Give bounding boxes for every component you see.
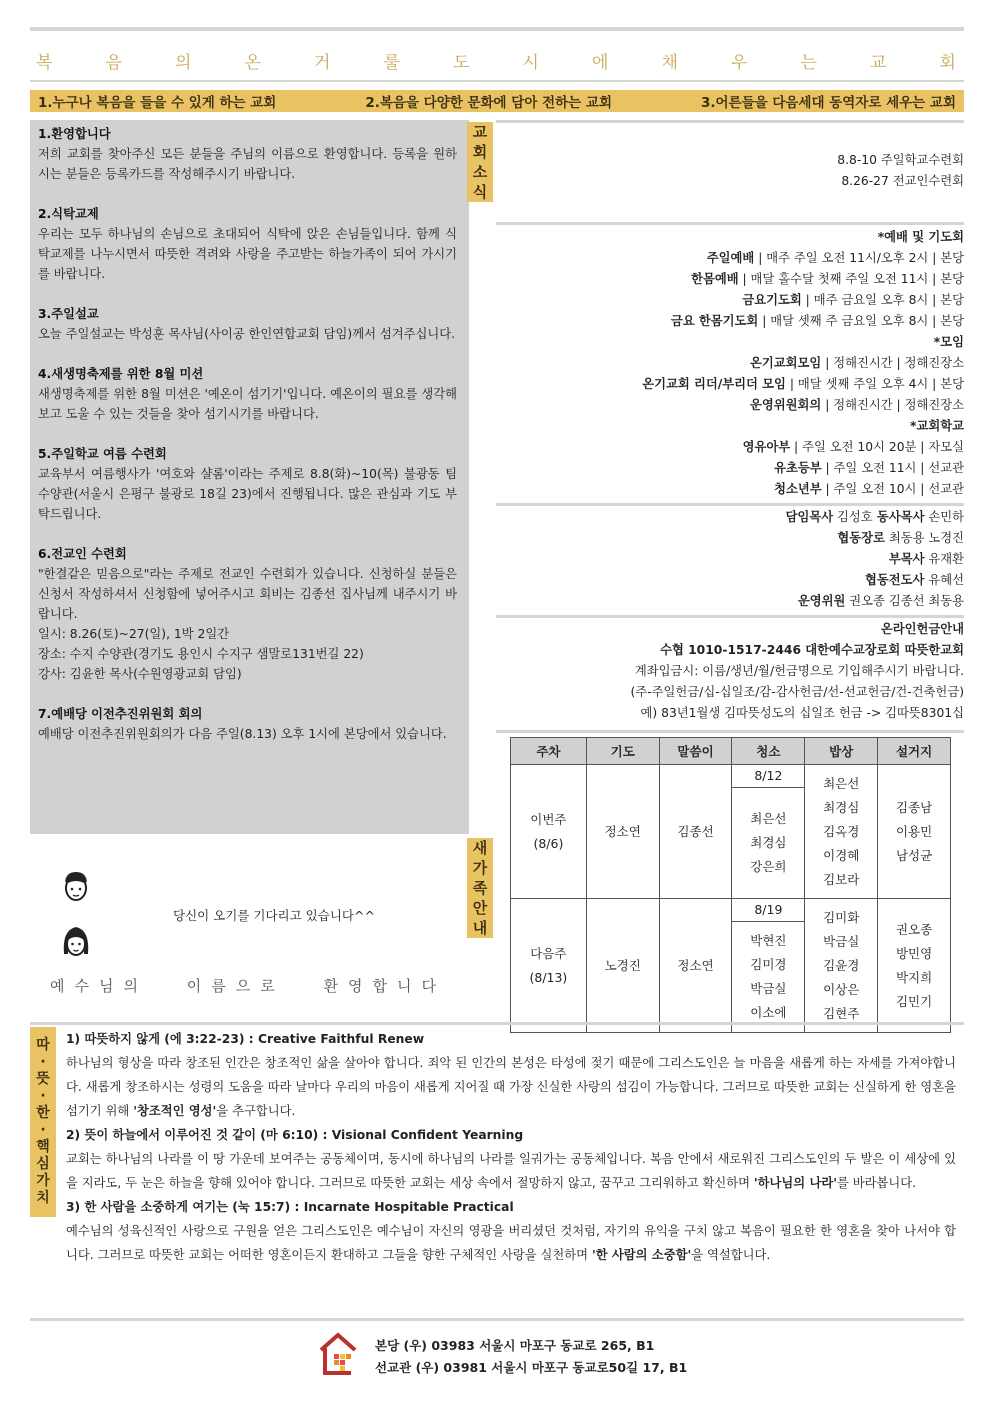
new-family-tab	[467, 838, 493, 938]
tab-char: 핵	[36, 1139, 50, 1155]
church-title	[36, 48, 956, 73]
core-bottom-rule	[30, 1318, 964, 1321]
core-text: 교회는 하나님의 나라를 이 땅 가운데 보여주는 공동체이며, 동시에 하나님의 나라를 일궈가는 공동체입니다. 복음 안에서 새로워진 그리스도인의 두 발은 이 세상에 있을 지라도, 두 눈은 하늘을 향해 있어야 합니다. 그러므로 따뜻한 교회는 세상 속에서 절망하지 않고, 꿈꾸고 그리워하고 확신하며	[66, 1152, 956, 1190]
news-title: 4.새생명축제를 위한 8월 미션	[38, 367, 204, 381]
meal-name: 이상은	[823, 981, 860, 997]
prayer-cell: 노경진	[586, 899, 659, 1033]
news-body: 장소: 수지 수양관(경기도 용인시 수지구 샘말로131번길 22)	[38, 647, 364, 661]
schedule-label: 주일예배	[706, 251, 755, 265]
tab-char: 교	[472, 123, 488, 141]
clean-name: 최경심	[750, 835, 787, 850]
schedule-label: 금요기도회	[742, 293, 802, 307]
meal-name: 김옥경	[823, 823, 860, 839]
staff-name: 최동용 노경진	[884, 531, 964, 545]
core-values-tab	[30, 1027, 56, 1217]
staff-list	[496, 507, 972, 612]
dish-name: 박지희	[895, 969, 933, 985]
news-title: 1.환영합니다	[38, 127, 111, 141]
address-mission: 선교관 (우) 03981 서울시 마포구 동교로50길 17, B1	[375, 1360, 688, 1375]
meal-name: 박금실	[823, 933, 860, 949]
offering-line: 계좌입금시: 이름/생년/월/헌금명으로 기입해주시기 바랍니다.	[634, 664, 964, 678]
table-header-cell: 기도	[586, 738, 659, 765]
clean-name: 강은희	[750, 859, 787, 874]
motto-1: 1.누구나 복음을 들을 수 있게 하는 교회	[38, 95, 277, 111]
table-row	[511, 899, 951, 922]
dish-name: 권오종	[895, 921, 933, 937]
title-char: 우	[731, 53, 748, 73]
dish-cell	[878, 765, 951, 899]
staff-row	[496, 549, 964, 570]
core-body	[66, 1051, 956, 1123]
schedule-row	[496, 479, 964, 500]
tab-char: 안	[472, 899, 488, 917]
core-body	[66, 1147, 956, 1195]
clean-date-cell: 8/19	[732, 899, 805, 922]
offering-line: 예) 83년1월생 김따뜻성도의 십일조 헌금 -> 김따뜻8301십	[640, 706, 964, 720]
offering-account: 수협 1010-1517-2446 대한예수교장로회 따뜻한교회	[660, 643, 964, 657]
news-title: 2.식탁교제	[38, 207, 99, 221]
offering-top-rule	[496, 615, 964, 618]
tab-char: 소	[472, 163, 488, 181]
schedule-detail: | 주일 오전 11시 | 선교관	[821, 461, 964, 475]
schedule-label: 청소년부	[774, 482, 822, 496]
events-top-rule	[496, 120, 964, 123]
core-text: 하나님의 형상을 따라 창조된 인간은 창조적인 삶을 살아야 합니다. 죄악 된 인간의 본성은 타성에 젖기 때문에 그리스도인은 늘 마음을 새롭게 하는 자세를 가져야합니다. 새롭게 창조하시는 성령의 도움을 따라 날마다 우리의 마음이 새롭게 지어질 때 가장 신실한 사랑의 섬김이 가능합니다. 그러므로 따뜻한 교회는 신실하게 한 영혼을 섬기기 위해	[66, 1056, 956, 1118]
meal-name: 최은선	[823, 775, 860, 791]
news-body: 일시: 8.26(토)~27(일), 1박 2일간	[38, 627, 230, 641]
news-gap	[38, 524, 457, 544]
worship-schedule	[496, 227, 972, 500]
schedule-row	[496, 374, 964, 395]
meal-cell	[805, 765, 878, 899]
schedule-detail: | 매주 금요일 오후 8시 | 본당	[801, 293, 964, 307]
offering-title: 온라인헌금안내	[880, 622, 964, 636]
clean-name: 박금실	[750, 981, 787, 996]
title-char: 교	[870, 53, 887, 73]
tab-char: ·	[40, 1054, 46, 1070]
core-text: 을 추구합니다.	[216, 1104, 296, 1118]
tab-char: 가	[36, 1173, 50, 1189]
welcome-word: 예수님의	[50, 977, 148, 995]
schedule-label: *예배 및 기도회	[877, 230, 964, 244]
core-text: 를 바라봅니다.	[837, 1176, 917, 1190]
clean-cell	[732, 788, 805, 899]
news-gap	[38, 684, 457, 704]
week-cell	[511, 899, 587, 1033]
man-avatar-icon	[60, 870, 92, 907]
welcome-message: 당신이 오기를 기다리고 있습니다^^	[173, 908, 375, 923]
staff-role: 담임목사	[785, 510, 834, 524]
clean-cell	[732, 922, 805, 1033]
title-rule	[30, 80, 964, 82]
schedule-heading	[496, 332, 964, 353]
schedule-heading	[496, 416, 964, 437]
schedule-label: 온기교회 리더/부리더 모임	[642, 377, 786, 391]
dish-name: 이용민	[895, 823, 933, 839]
meal-name: 김보라	[823, 871, 860, 887]
schedule-heading	[496, 227, 964, 248]
staff-role: 동사목사	[872, 510, 925, 524]
table-header-cell: 주차	[511, 738, 587, 765]
tab-char: 내	[472, 919, 488, 937]
church-logo-icon	[318, 1332, 358, 1379]
news-body: "한결같은 믿음으로"라는 주제로 전교인 수련회가 있습니다. 신청하실 분들은 신청서 작성하셔서 신청함에 넣어주시고 회비는 김종선 집사님께 내주시기 바랍니다.	[38, 567, 457, 621]
clean-name: 이소에	[750, 1005, 787, 1020]
news-body: 교육부서 여름행사가 '여호와 샬롬'이라는 주제로 8.8(화)~10(목) 불광동 팀 수양관(서울시 은평구 불광로 18길 23)에서 진행됩니다. 많은 관심과 기도 부탁드립니다.	[38, 467, 457, 521]
staff-name: 권오종 김종선 최동용	[845, 594, 964, 608]
title-char: 는	[800, 53, 817, 73]
news-title: 6.전교인 수련회	[38, 547, 127, 561]
schedule-label: 운영위원회의	[750, 398, 822, 412]
church-news-tab	[467, 122, 493, 202]
schedule-detail: | 매달 셋째 주일 오후 4시 | 본당	[785, 377, 964, 391]
news-body: 오늘 주일설교는 박성훈 목사님(사이공 한인연합교회 담임)께서 섬겨주십니다.	[38, 327, 456, 341]
dish-name: 김민기	[895, 993, 933, 1009]
schedule-row	[496, 248, 964, 269]
welcome-word: 이름으로	[186, 977, 285, 995]
schedule-row	[496, 395, 964, 416]
schedule-row	[496, 311, 964, 332]
core-text: 예수님의 성육신적인 사랑으로 구원을 얻은 그리스도인은 예수님이 자신의 영광을 버리셨던 것처럼, 자기의 유익을 구치 않고 복음이 필요한 한 영혼을 찾아 나서야 합니다. 그러므로 따뜻한 교회는 어떠한 영혼이든지 환대하고 그들을 향한 구체적인 사랑을 실천하며	[66, 1224, 956, 1262]
core-emphasis: '하나님의 나라'	[753, 1176, 837, 1190]
clean-name: 박현진	[750, 933, 787, 948]
staff-row	[496, 591, 964, 612]
offering-line: (주-주일헌금/십-십일조/감-감사헌금/선-선교헌금/건-건축헌금)	[630, 685, 964, 699]
tab-char: 가	[472, 859, 488, 877]
schedule-row	[496, 290, 964, 311]
clean-name: 최은선	[750, 811, 787, 826]
title-char: 채	[661, 53, 678, 73]
staff-top-rule	[496, 503, 964, 506]
schedule-detail: | 주일 오전 10시 | 선교관	[821, 482, 964, 496]
schedule-label: 유초등부	[774, 461, 822, 475]
staff-name: 유혜선	[924, 573, 964, 587]
news-gap	[38, 344, 457, 364]
tab-char: 심	[36, 1156, 50, 1172]
news-gap	[38, 424, 457, 444]
meal-cell	[805, 899, 878, 1033]
core-heading: 2) 뜻이 하늘에서 이루어진 것 같이 (마 6:10) : Visional Confident Yearning	[66, 1128, 524, 1142]
schedule-label: *교회학교	[910, 419, 964, 433]
staff-row	[496, 570, 964, 591]
news-title: 3.주일설교	[38, 307, 99, 321]
core-emphasis: '한 사람의 소중함'	[591, 1248, 692, 1262]
staff-role: 협동전도사	[865, 573, 925, 587]
table-header-cell: 설거지	[878, 738, 951, 765]
week-date: (8/13)	[529, 969, 568, 985]
dish-name: 김종남	[895, 799, 933, 815]
tab-char: 따	[36, 1037, 50, 1053]
tab-char: 회	[472, 143, 488, 161]
title-char: 거	[314, 53, 331, 73]
core-text: 을 역설합니다.	[691, 1248, 771, 1262]
staff-name: 손민하	[924, 510, 964, 524]
dish-name: 방민영	[895, 945, 933, 961]
title-char: 룰	[383, 53, 400, 73]
event-item: 8.26-27 전교인수련회	[841, 174, 964, 188]
staff-row	[496, 528, 964, 549]
news-body: 예배당 이전추진위원회의가 다음 주일(8.13) 오후 1시에 본당에서 있습니다.	[38, 727, 447, 741]
welcome-footer	[50, 975, 446, 996]
table-header-cell: 말씀이	[659, 738, 732, 765]
schedule-label: 금요 한몸기도회	[670, 314, 759, 328]
motto-bar	[30, 90, 964, 112]
staff-role: 협동장로	[837, 531, 885, 545]
clean-name: 김미경	[750, 957, 787, 972]
title-char: 시	[522, 53, 539, 73]
address-main: 본당 (우) 03983 서울시 마포구 동교로 265, B1	[375, 1338, 655, 1353]
title-char: 에	[592, 53, 609, 73]
title-char: 의	[175, 53, 192, 73]
dish-cell	[878, 899, 951, 1033]
clean-date-cell: 8/12	[732, 765, 805, 788]
offering-info	[496, 619, 972, 724]
tab-char: 새	[472, 839, 488, 857]
worship-top-rule	[496, 222, 964, 225]
schedule-detail: | 매달 홀수달 첫째 주일 오전 11시 | 본당	[738, 272, 964, 286]
dish-name: 남성균	[895, 847, 933, 863]
week-label: 다음주	[530, 945, 567, 961]
word-cell: 정소연	[659, 899, 732, 1033]
week-cell	[511, 765, 587, 899]
news-gap	[38, 284, 457, 304]
address-block	[375, 1335, 687, 1379]
staff-name: 유재환	[924, 552, 964, 566]
tab-char: 한	[36, 1105, 50, 1121]
schedule-detail: | 주일 오전 10시 20분 | 자모실	[790, 440, 964, 454]
schedule-row	[496, 353, 964, 374]
staff-row	[496, 507, 964, 528]
schedule-detail: | 매달 셋째 주 금요일 오후 8시 | 본당	[758, 314, 964, 328]
week-label: 이번주	[530, 811, 567, 827]
tab-char: ·	[40, 1122, 46, 1138]
title-char: 회	[939, 53, 956, 73]
news-body: 강사: 김윤한 목사(수원영광교회 담임)	[38, 667, 242, 681]
schedule-row	[496, 437, 964, 458]
motto-3: 3.어른들을 다음세대 동역자로 세우는 교회	[700, 95, 956, 111]
table-row	[511, 765, 951, 788]
event-item: 8.8-10 주일학교수련회	[837, 153, 964, 167]
church-news-panel	[30, 120, 469, 834]
schedule-label: 영유아부	[742, 440, 791, 454]
meal-name: 김윤경	[823, 957, 860, 973]
meal-name: 김현주	[823, 1005, 860, 1021]
meal-name: 김미화	[823, 909, 860, 925]
staff-name: 김성호	[833, 510, 873, 524]
core-heading: 3) 한 사람을 소중하게 여기는 (눅 15:7) : Incarnate Hospitable Practical	[66, 1200, 514, 1214]
prayer-cell: 정소연	[586, 765, 659, 899]
tab-char: 치	[36, 1190, 50, 1206]
meal-name: 이경혜	[823, 847, 860, 863]
news-gap	[38, 184, 457, 204]
table-header-cell: 청소	[732, 738, 805, 765]
schedule-detail: | 정해진시간 | 정해진장소	[821, 398, 964, 412]
schedule-label: 한몸예배	[691, 272, 739, 286]
title-char: 도	[453, 53, 470, 73]
title-char: 음	[105, 53, 122, 73]
staff-role: 운영위원	[797, 594, 846, 608]
title-char: 복	[36, 53, 53, 73]
schedule-row	[496, 458, 964, 479]
table-header-cell: 밥상	[805, 738, 878, 765]
schedule-label: *모임	[933, 335, 964, 349]
welcome-word: 환영합니다	[323, 977, 446, 995]
schedule-row	[496, 269, 964, 290]
meal-name: 최경심	[823, 799, 860, 815]
core-body	[66, 1219, 956, 1267]
top-rule	[30, 27, 964, 31]
core-heading: 1) 따뜻하지 않게 (에 3:22-23) : Creative Faithful Renew	[66, 1032, 425, 1046]
duty-table	[510, 737, 951, 1033]
woman-avatar-icon	[60, 924, 92, 963]
core-values	[66, 1027, 956, 1267]
core-top-rule	[30, 1022, 964, 1025]
week-date: (8/6)	[533, 835, 564, 851]
news-title: 7.예배당 이전추진위원회 회의	[38, 707, 203, 721]
news-title: 5.주일학교 여름 수련회	[38, 447, 167, 461]
tab-char: ·	[40, 1088, 46, 1104]
word-cell: 김종선	[659, 765, 732, 899]
motto-2: 2.복음을 다양한 문화에 담아 전하는 교회	[365, 95, 612, 111]
title-char: 온	[244, 53, 261, 73]
core-emphasis: '창조적인 영성'	[133, 1104, 217, 1118]
news-body: 새생명축제를 위한 8월 미션은 '예온이 섬기기'입니다. 예온이의 필요를 생각해보고 도울 수 있는 것들을 찾아 섬기시기를 바랍니다.	[38, 387, 457, 421]
schedule-detail: | 매주 주일 오전 11시/오후 2시 | 본당	[754, 251, 964, 265]
staff-role: 부목사	[888, 552, 925, 566]
events-block	[496, 150, 972, 192]
news-body: 우리는 모두 하나님의 손님으로 초대되어 식탁에 앉은 손님들입니다. 함께 식탁교제를 나누시면서 따뜻한 격려와 사랑을 주고받는 하늘가족이 되어 가시기를 바랍니다.	[38, 227, 457, 281]
schedule-detail: | 정해진시간 | 정해진장소	[821, 356, 964, 370]
tab-char: 식	[472, 183, 488, 201]
tab-char: 뜻	[36, 1071, 50, 1087]
tab-char: 족	[472, 879, 488, 897]
news-body: 저희 교회를 찾아주신 모든 분들을 주님의 이름으로 환영합니다. 등록을 원하시는 분들은 등록카드를 작성해주시기 바랍니다.	[38, 147, 457, 181]
schedule-label: 온기교회모임	[750, 356, 822, 370]
table-top-rule	[496, 730, 964, 733]
